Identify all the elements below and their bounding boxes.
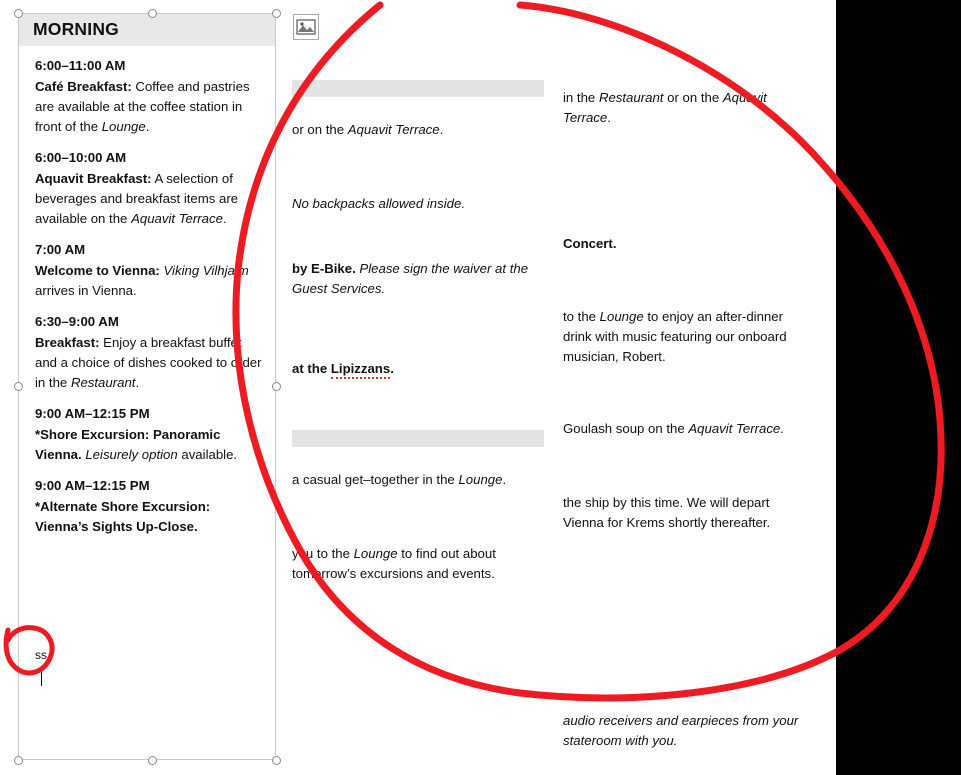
text-emphasis: Lounge: [599, 309, 644, 324]
resize-handle-middle-right[interactable]: [272, 382, 281, 391]
middle-line-1: [292, 120, 544, 140]
entry-body: [35, 261, 267, 301]
entry-time: 6:30–9:00 AM: [35, 314, 119, 329]
text-emphasis: Restaurant: [598, 90, 664, 105]
redacted-bar: [292, 430, 544, 447]
text-caret: [41, 669, 42, 686]
middle-line-5: [292, 470, 544, 490]
text-emphasis: Lounge: [458, 472, 503, 487]
text-fragment: or on the: [663, 90, 723, 105]
entry-lead: *Alternate Shore Excursion: Vienna’s Sights Up-Close.: [35, 499, 211, 534]
entry-lead: Breakfast:: [35, 335, 100, 350]
entry-body: [35, 425, 267, 465]
text-emphasis: Aquavit Terrace: [563, 90, 767, 125]
text-fragment: arrives in Vienna.: [35, 283, 137, 298]
list-item: [35, 404, 267, 465]
text-fragment: A selection of beverages and breakfast items are available on the: [35, 171, 239, 226]
text-fragment: or on the: [292, 122, 348, 137]
text-fragment: Goulash soup on the: [563, 421, 689, 436]
entry-body: [35, 169, 267, 229]
entry-body: [35, 497, 267, 537]
text-fragment: in the: [563, 90, 599, 105]
picture-icon[interactable]: [293, 14, 319, 40]
text-fragment: available.: [177, 447, 238, 462]
text-fragment: Coffee and pastries are available at the coffee station in front of the: [35, 79, 250, 134]
text-emphasis: Lounge: [101, 119, 146, 134]
entry-lead: *Shore Excursion: Panoramic Vienna.: [35, 427, 221, 462]
text-fragment: .: [222, 211, 227, 226]
text-strong: by E-Bike.: [292, 261, 356, 276]
right-line-5: [563, 493, 813, 533]
entry-body: [35, 333, 267, 393]
morning-textbox[interactable]: [18, 13, 276, 760]
list-item: [35, 148, 267, 229]
entry-time: 6:00–11:00 AM: [35, 58, 126, 73]
text-emphasis: Viking Vilhjalm: [163, 263, 249, 278]
list-item: [35, 312, 267, 393]
entry-body: [35, 77, 267, 137]
text-fragment: .: [502, 472, 507, 487]
text-fragment: to the: [563, 309, 600, 324]
entry-time: 9:00 AM–12:15 PM: [35, 406, 150, 421]
text-emphasis: Restaurant: [70, 375, 136, 390]
text-fragment: .: [607, 110, 611, 125]
resize-handle-bottom-right[interactable]: [272, 756, 281, 765]
entry-lead: Aquavit Breakfast:: [35, 171, 152, 186]
morning-entries: [35, 56, 267, 548]
resize-handle-top-right[interactable]: [272, 9, 281, 18]
text-emphasis: audio receivers and earpieces from your stateroom with you.: [563, 713, 799, 748]
text-fragment: to find out about tomorrow’s excursions and events.: [292, 546, 496, 581]
text-emphasis: Lounge: [353, 546, 398, 561]
resize-handle-bottom-left[interactable]: [14, 756, 23, 765]
text-fragment: the ship by this time. We will depart Vienna for Krems shortly thereafter.: [563, 495, 771, 530]
text-emphasis: Please sign the waiver at the Guest Services.: [292, 261, 529, 296]
middle-line-6: [292, 544, 544, 584]
entry-time: 6:00–10:00 AM: [35, 150, 127, 165]
resize-handle-middle-left[interactable]: [14, 382, 23, 391]
spellcheck-underlined-word: Lipizzans: [331, 361, 390, 379]
right-line-6: [563, 711, 813, 751]
text-strong: at the: [292, 361, 331, 376]
text-emphasis: Aquavit Terrace: [131, 211, 223, 226]
text-fragment: you to the: [292, 546, 354, 561]
right-line-3: [563, 307, 813, 367]
text-fragment: a casual get–together in the: [292, 472, 459, 487]
morning-header-band: [19, 14, 275, 46]
text-fragment: to enjoy an after-dinner drink with music featuring our onboard musician, Robert.: [563, 309, 787, 364]
right-line-4: [563, 419, 813, 439]
right-line-2: [563, 234, 813, 254]
middle-line-4: [292, 359, 544, 379]
list-item: [35, 476, 267, 537]
right-line-1: [563, 88, 813, 128]
text-emphasis: Leisurely option: [85, 447, 178, 462]
text-fragment: .: [135, 375, 140, 390]
page-title: MORNING: [33, 19, 119, 39]
resize-handle-top-center[interactable]: [148, 9, 157, 18]
entry-time: 9:00 AM–12:15 PM: [35, 478, 150, 493]
entry-time: 7:00 AM: [35, 242, 86, 257]
stray-text: ss: [35, 648, 47, 662]
text-emphasis: Aquavit Terrace: [347, 122, 440, 137]
text-fragment: .: [439, 122, 444, 137]
redacted-bar: [292, 80, 544, 97]
resize-handle-bottom-center[interactable]: [148, 756, 157, 765]
entry-lead: Café Breakfast:: [35, 79, 132, 94]
list-item: [35, 240, 267, 301]
text-fragment: .: [145, 119, 150, 134]
list-item: [35, 56, 267, 137]
text-emphasis: No backpacks allowed inside.: [292, 196, 465, 211]
text-fragment: .: [780, 421, 784, 436]
text-strong: Concert.: [563, 236, 617, 251]
middle-line-3: [292, 259, 544, 299]
entry-lead: Welcome to Vienna:: [35, 263, 160, 278]
text-fragment: Enjoy a breakfast buffet and a choice of dishes cooked to order in the: [35, 335, 262, 390]
text-emphasis: Aquavit Terrace: [688, 421, 781, 436]
text-strong: .: [390, 361, 394, 376]
middle-line-2: [292, 194, 544, 214]
resize-handle-top-left[interactable]: [14, 9, 23, 18]
